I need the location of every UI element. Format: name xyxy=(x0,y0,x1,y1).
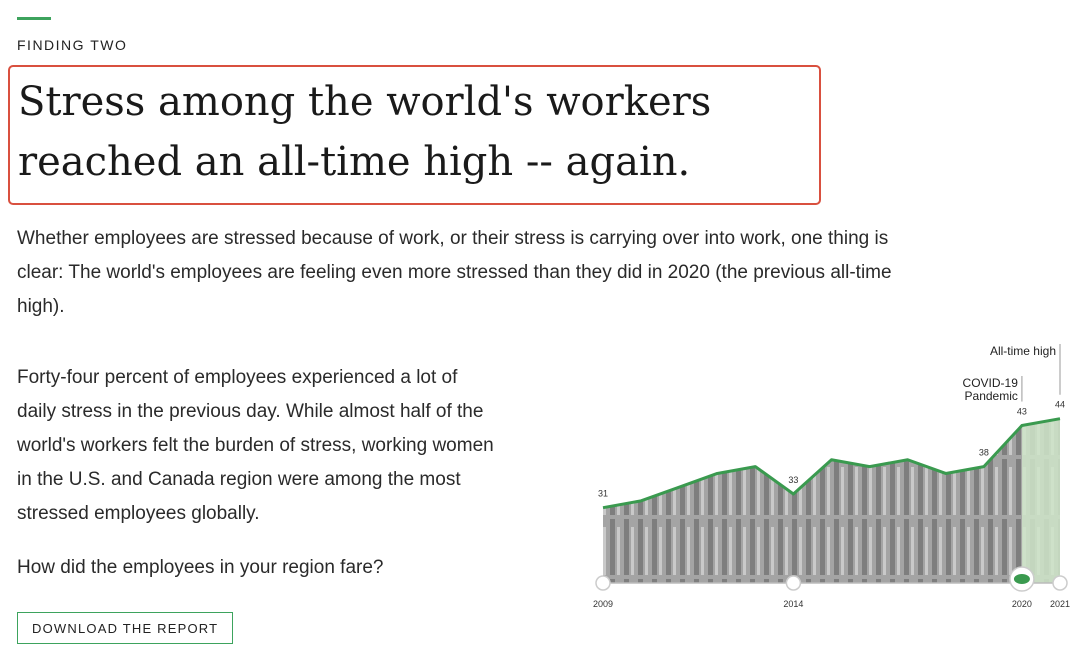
section-eyebrow: FINDING TWO xyxy=(17,37,128,53)
x-tick-label-2021: 2021 xyxy=(1049,599,1071,609)
intro-paragraph: Whether employees are stressed because of work, or their stress is carrying over into work, one thing is clear: The world's employees are feeling even more stressed than they did in 2020 (the previous all-time high). xyxy=(17,228,892,317)
data-label-2019: 38 xyxy=(978,447,989,458)
data-label-2014: 33 xyxy=(788,475,799,485)
accent-bar xyxy=(17,17,51,20)
tick-marker-2021 xyxy=(1053,576,1067,590)
annotation-text: COVID-19 xyxy=(962,376,1018,390)
tick-marker-2014 xyxy=(786,576,800,590)
body-paragraph: Forty-four percent of employees experienced a lot of daily stress in the previous day. While almost half of the world's workers felt the burden of stress, working women in the U.S. and Canada region were among the most stressed employees globally. xyxy=(17,367,494,524)
x-tick-label-2009: 2009 xyxy=(592,599,614,609)
face-mask-icon xyxy=(1014,574,1030,584)
x-tick-label-2014: 2014 xyxy=(783,599,804,609)
region-question: How did the employees in your region fare? xyxy=(17,557,384,578)
data-label-2020: 43 xyxy=(1016,406,1027,417)
x-tick-label-2020: 2020 xyxy=(1011,599,1032,609)
annotation-2020 xyxy=(963,376,1022,403)
annotation-text: All-time high xyxy=(989,344,1056,358)
stress-area xyxy=(603,419,1060,583)
data-label-2021: 44 xyxy=(1054,399,1066,410)
page-title: Stress among the world's workers reached an all-time high -- again. xyxy=(18,79,712,185)
all-time-high-highlight xyxy=(1022,419,1060,583)
download-report-button[interactable]: DOWNLOAD THE REPORT xyxy=(17,612,233,644)
data-label-2009: 31 xyxy=(597,488,609,499)
stress-trend-chart xyxy=(580,335,1075,620)
annotation-text: Pandemic xyxy=(964,389,1018,403)
tick-marker-2009 xyxy=(596,576,610,590)
